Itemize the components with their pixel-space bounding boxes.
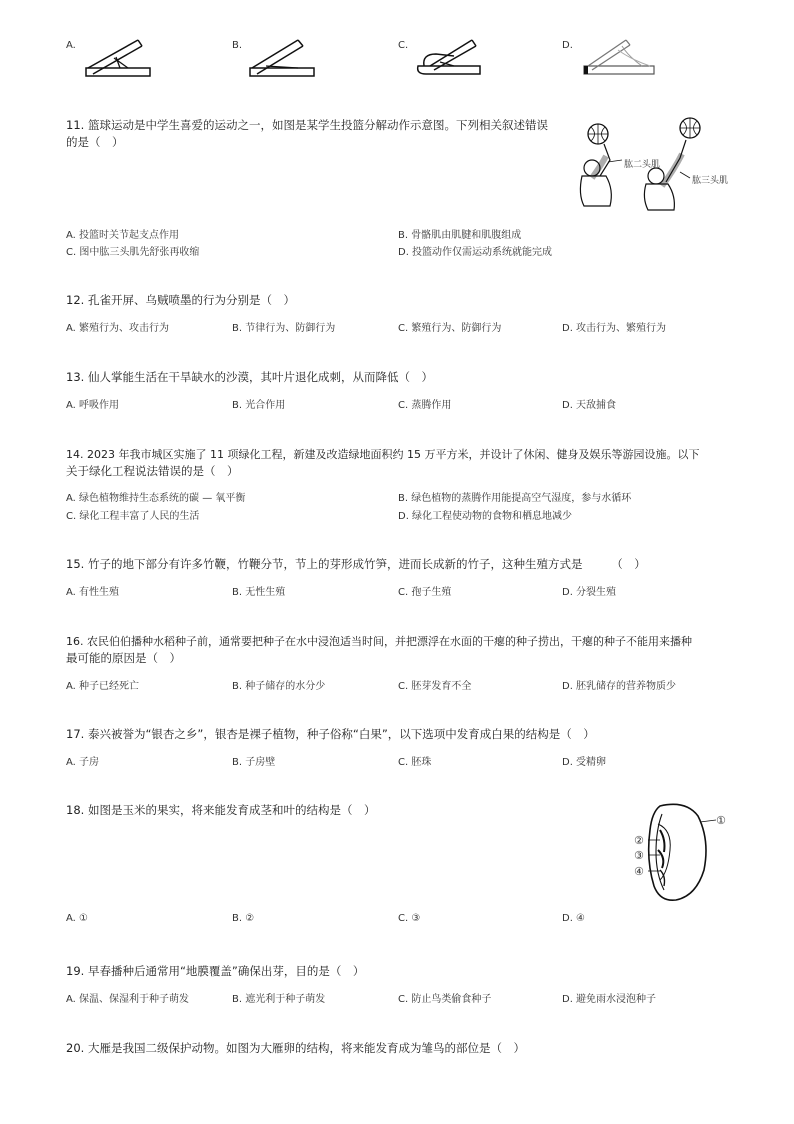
question-11-stem-line1: 11. 篮球运动是中学生喜爱的运动之一，如图是某学生投篮分解动作示意图。下列相关叙述错误: [66, 118, 548, 132]
q13-option-b[interactable]: B. 光合作用: [232, 400, 286, 411]
question-15-stem: 15. 竹子的地下部分有许多竹鞭，竹鞭分节，节上的芽形成竹笋，进而长成新的竹子，这种生殖方式是 （ ）: [66, 557, 646, 571]
q16-option-a[interactable]: A. 种子已经死亡: [66, 681, 140, 692]
q16-option-b[interactable]: B. 种子储存的水分少: [232, 681, 326, 692]
q15-option-d[interactable]: D. 分裂生殖: [562, 587, 617, 598]
q14-option-a[interactable]: A. 绿色植物维持生态系统的碳 — 氧平衡: [66, 493, 246, 504]
q16-option-c[interactable]: C. 胚芽发育不全: [398, 681, 472, 692]
corn-label-2: ②: [634, 834, 644, 847]
q19-option-d[interactable]: D. 避免雨水浸泡种子: [562, 994, 657, 1005]
option-a-label: A.: [66, 40, 76, 51]
q11-option-b[interactable]: B. 骨骼肌由肌腱和肌腹组成: [398, 230, 522, 241]
q18-option-a[interactable]: A. ①: [66, 913, 88, 924]
question-16-stem-line1: 16. 农民伯伯播种水稻种子前，通常要把种子在水中浸泡适当时间，并把漂浮在水面的干瘪的种子捞出，干瘪的种子不能用来播种: [66, 635, 692, 648]
q13-option-d[interactable]: D. 天敌捕食: [562, 400, 617, 411]
question-14-stem-line1: 14. 2023 年我市城区实施了 11 项绿化工程，新建及改造绿地面积约 15 万平方米，并设计了休闲、健身及娱乐等游园设施。以下: [66, 448, 700, 461]
q11-option-d[interactable]: D. 投篮动作仅需运动系统就能完成: [398, 247, 553, 258]
question-14-stem-line2: 关于绿化工程说法错误的是（ ）: [66, 464, 239, 478]
corn-label-4: ④: [634, 865, 644, 878]
q14-option-c[interactable]: C. 绿化工程丰富了人民的生活: [66, 511, 200, 522]
q19-option-c[interactable]: C. 防止鸟类偷食种子: [398, 994, 492, 1005]
q11-option-a[interactable]: A. 投篮时关节起支点作用: [66, 230, 180, 241]
q17-option-b[interactable]: B. 子房壁: [232, 757, 276, 768]
question-18-stem: 18. 如图是玉米的果实，将来能发育成茎和叶的结构是（ ）: [66, 803, 376, 817]
hinge-figure-d: [582, 36, 658, 80]
hinge-figure-b: [248, 38, 318, 80]
hinge-figure-a: [84, 38, 154, 80]
q12-option-d[interactable]: D. 攻击行为、繁殖行为: [562, 323, 667, 334]
q12-option-c[interactable]: C. 繁殖行为、防御行为: [398, 323, 502, 334]
option-d-label: D.: [562, 40, 573, 51]
q17-option-d[interactable]: D. 受精卵: [562, 757, 607, 768]
q19-option-b[interactable]: B. 遮光利于种子萌发: [232, 994, 326, 1005]
question-19-stem: 19. 早春播种后通常用“地膜覆盖”确保出芽，目的是（ ）: [66, 964, 365, 978]
hinge-figure-c: [414, 36, 486, 80]
question-12-stem: 12. 孔雀开屏、乌贼喷墨的行为分别是（ ）: [66, 293, 295, 307]
q12-option-b[interactable]: B. 节律行为、防御行为: [232, 323, 336, 334]
option-c-label: C.: [398, 40, 409, 51]
question-11-stem-line2: 的是（ ）: [66, 135, 124, 149]
corn-label-3: ③: [634, 849, 644, 862]
q19-option-a[interactable]: A. 保温、保湿利于种子萌发: [66, 994, 190, 1005]
corn-label-1: ①: [716, 814, 726, 827]
q12-option-a[interactable]: A. 繁殖行为、攻击行为: [66, 323, 170, 334]
q17-option-c[interactable]: C. 胚珠: [398, 757, 432, 768]
q14-option-b[interactable]: B. 绿色植物的蒸腾作用能提高空气湿度，参与水循环: [398, 493, 632, 504]
q15-option-c[interactable]: C. 孢子生殖: [398, 587, 452, 598]
q18-option-d[interactable]: D. ④: [562, 913, 586, 924]
q18-option-c[interactable]: C. ③: [398, 913, 421, 924]
q11-option-c[interactable]: C. 图中肱三头肌先舒张再收缩: [66, 247, 200, 258]
q13-option-c[interactable]: C. 蒸腾作用: [398, 400, 452, 411]
q17-option-a[interactable]: A. 子房: [66, 757, 100, 768]
question-16-stem-line2: 最可能的原因是（ ）: [66, 651, 181, 665]
q14-option-d[interactable]: D. 绿化工程使动物的食物和栖息地减少: [398, 511, 573, 522]
question-20-stem: 20. 大雁是我国二级保护动物。如图为大雁卵的结构，将来能发育成为雏鸟的部位是（ ）: [66, 1041, 525, 1055]
q13-option-a[interactable]: A. 呼吸作用: [66, 400, 120, 411]
option-b-label: B.: [232, 40, 243, 51]
q15-option-a[interactable]: A. 有性生殖: [66, 587, 120, 598]
question-13-stem: 13. 仙人掌能生活在干旱缺水的沙漠，其叶片退化成刺，从而降低（ ）: [66, 370, 433, 384]
triceps-label: 肱三头肌: [692, 176, 729, 186]
q15-option-b[interactable]: B. 无性生殖: [232, 587, 286, 598]
biceps-label: 肱二头肌: [624, 160, 661, 170]
q16-option-d[interactable]: D. 胚乳储存的营养物质少: [562, 681, 677, 692]
q18-option-b[interactable]: B. ②: [232, 913, 255, 924]
question-17-stem: 17. 泰兴被誉为“银杏之乡”，银杏是裸子植物，种子俗称“白果”，以下选项中发育成白果的结构是（ ）: [66, 727, 595, 741]
